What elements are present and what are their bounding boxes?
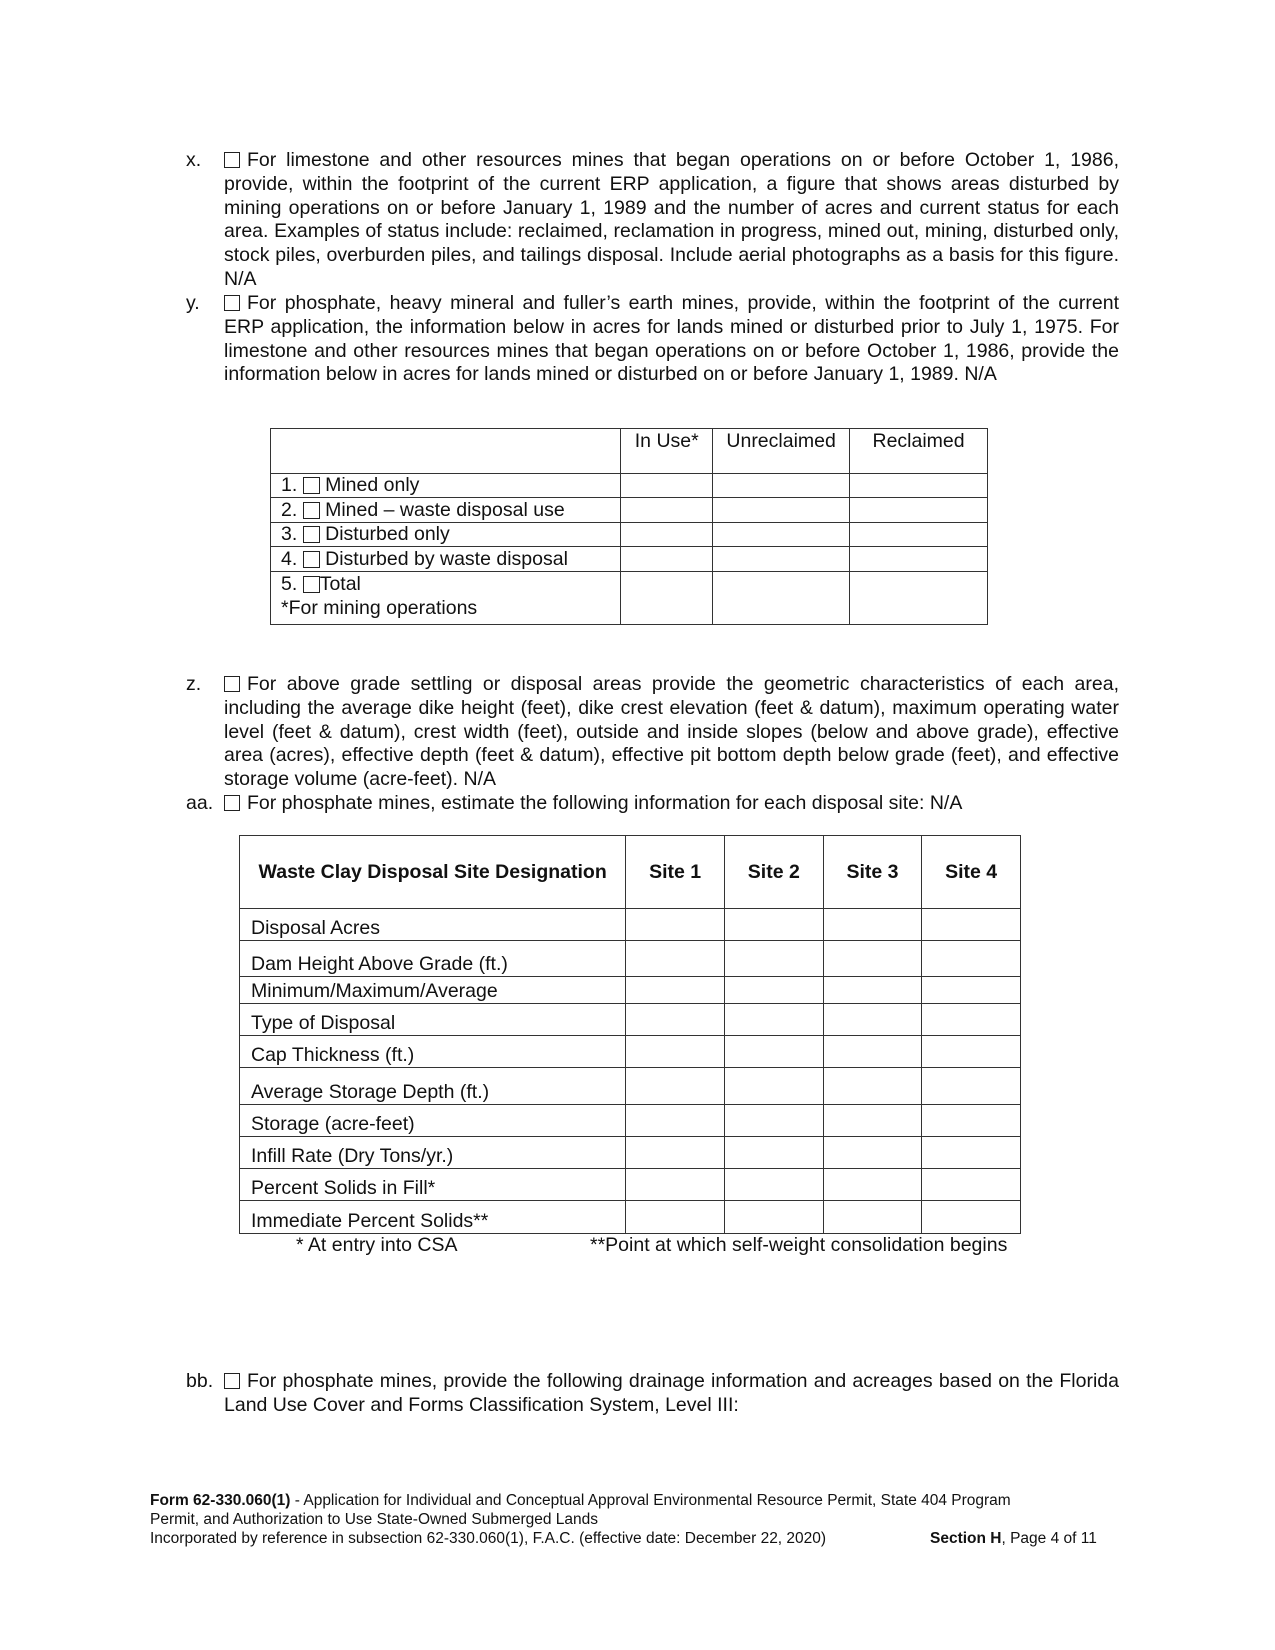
input-cell[interactable] xyxy=(621,547,713,572)
table-y-header-in-use: In Use* xyxy=(621,429,713,474)
table-aa-row-label: Disposal Acres xyxy=(240,909,626,941)
input-cell[interactable] xyxy=(922,1004,1021,1036)
input-cell[interactable] xyxy=(823,1201,922,1234)
table-row xyxy=(271,523,988,547)
table-row xyxy=(271,547,988,572)
input-cell[interactable] xyxy=(724,977,823,1004)
input-cell[interactable] xyxy=(724,1201,823,1234)
input-cell[interactable] xyxy=(626,1201,725,1234)
table-row xyxy=(240,1169,1021,1201)
input-cell[interactable] xyxy=(621,498,713,523)
input-cell[interactable] xyxy=(850,523,988,547)
table-aa-row-label: Type of Disposal xyxy=(240,1004,626,1036)
item-z xyxy=(224,673,1119,792)
input-cell[interactable] xyxy=(626,941,725,977)
input-cell[interactable] xyxy=(724,1105,823,1137)
input-cell[interactable] xyxy=(621,474,713,498)
item-y-text: For phosphate, heavy mineral and fuller’s earth mines, provide, within the footprint of the current ERP application, the information below in acres for lands mined or disturbed prior to July 1, 1975. For limestone and other resources mines that began operations on or before October 1, 1986, provide the information below in acres for lands mined or disturbed on or before January 1, 1989. N/A xyxy=(224,292,1119,386)
input-cell[interactable] xyxy=(850,474,988,498)
table-aa-header-site-3: Site 3 xyxy=(823,836,922,909)
row-number: 3. xyxy=(281,523,298,545)
input-cell[interactable] xyxy=(626,1169,725,1201)
section-label: Section H xyxy=(930,1530,1002,1547)
input-cell[interactable] xyxy=(823,1036,922,1068)
table-y-header-reclaimed: Reclaimed xyxy=(850,429,988,474)
row-label: Total xyxy=(319,573,361,595)
row-label: Disturbed by waste disposal xyxy=(325,547,568,570)
input-cell[interactable] xyxy=(713,523,850,547)
table-y-row-label xyxy=(271,474,621,498)
table-row xyxy=(240,1068,1021,1105)
table-y-header-unreclaimed: Unreclaimed xyxy=(713,429,850,474)
table-row xyxy=(240,1004,1021,1036)
table-aa-row-label: Dam Height Above Grade (ft.) xyxy=(240,941,626,977)
table-aa-row-label: Immediate Percent Solids** xyxy=(240,1201,626,1234)
item-x xyxy=(224,149,1119,292)
footer-line-2: Permit, and Authorization to Use State-Owned Submerged Lands xyxy=(150,1511,599,1528)
input-cell[interactable] xyxy=(922,909,1021,941)
table-aa-row-label: Average Storage Depth (ft.) xyxy=(240,1068,626,1105)
table-aa-note-right: **Point at which self-weight consolidation begins xyxy=(590,1234,1008,1256)
table-y-row-label xyxy=(271,572,621,625)
table-row xyxy=(271,474,988,498)
table-y-footnote: *For mining operations xyxy=(281,597,478,619)
input-cell[interactable] xyxy=(823,1169,922,1201)
input-cell[interactable] xyxy=(626,1105,725,1137)
item-z-marker: z. xyxy=(186,673,202,695)
input-cell[interactable] xyxy=(850,547,988,572)
input-cell[interactable] xyxy=(626,1036,725,1068)
input-cell[interactable] xyxy=(626,1004,725,1036)
input-cell[interactable] xyxy=(922,1169,1021,1201)
page-label: , Page 4 of 11 xyxy=(1001,1530,1097,1547)
page-number xyxy=(930,1529,1097,1548)
input-cell[interactable] xyxy=(713,498,850,523)
input-cell[interactable] xyxy=(922,1201,1021,1234)
input-cell[interactable] xyxy=(823,941,922,977)
input-cell[interactable] xyxy=(823,1137,922,1169)
form-number: Form 62-330.060(1) xyxy=(150,1492,291,1509)
input-cell[interactable] xyxy=(621,523,713,547)
table-aa-header-site-2: Site 2 xyxy=(724,836,823,909)
input-cell[interactable] xyxy=(713,547,850,572)
input-cell[interactable] xyxy=(724,941,823,977)
input-cell[interactable] xyxy=(724,1004,823,1036)
input-cell[interactable] xyxy=(850,498,988,523)
item-aa-text: For phosphate mines, estimate the following information for each disposal site: N/A xyxy=(247,792,963,814)
table-row xyxy=(240,1201,1021,1234)
item-y-checkbox[interactable] xyxy=(224,295,240,311)
input-cell[interactable] xyxy=(922,1068,1021,1105)
input-cell[interactable] xyxy=(724,1169,823,1201)
item-x-text: For limestone and other resources mines that began operations on or before October 1, 1986, provide, within the footprint of the current ERP application, a figure that shows areas disturbed by mining operations on or before January 1, 1989 and the number of acres and current status for each area. Examples of status include: reclaimed, reclamation in progress, mined out, mining, disturbed only, stock piles, overburden piles, and tailings disposal. Include aerial photographs as a basis for this figure. N/A xyxy=(224,149,1119,290)
row-checkbox[interactable] xyxy=(303,477,320,494)
item-bb-checkbox[interactable] xyxy=(224,1373,240,1389)
input-cell[interactable] xyxy=(823,977,922,1004)
row-label: Mined – waste disposal use xyxy=(325,498,565,521)
table-aa-header-site-1: Site 1 xyxy=(626,836,725,909)
item-aa-checkbox[interactable] xyxy=(224,795,240,811)
table-aa-row-label: Cap Thickness (ft.) xyxy=(240,1036,626,1068)
table-row xyxy=(240,1036,1021,1068)
input-cell[interactable] xyxy=(626,1068,725,1105)
table-aa-row-label: Storage (acre-feet) xyxy=(240,1105,626,1137)
item-x-marker: x. xyxy=(186,149,202,171)
item-z-checkbox[interactable] xyxy=(224,676,240,692)
input-cell[interactable] xyxy=(626,1137,725,1169)
mined-lands-table xyxy=(270,428,988,625)
table-aa-header-site-4: Site 4 xyxy=(922,836,1021,909)
table-row xyxy=(240,1105,1021,1137)
input-cell[interactable] xyxy=(823,1105,922,1137)
input-cell[interactable] xyxy=(724,1068,823,1105)
footer-line-3: Incorporated by reference in subsection 62-330.060(1), F.A.C. (effective date: December 22, 2020) xyxy=(150,1530,827,1547)
input-cell[interactable] xyxy=(850,572,988,625)
row-checkbox[interactable] xyxy=(303,502,320,519)
input-cell[interactable] xyxy=(922,1137,1021,1169)
table-aa-note-left: * At entry into CSA xyxy=(296,1234,458,1256)
form-title: - Application for Individual and Conceptual Approval Environmental Resource Permit, State 404 Program xyxy=(290,1492,1011,1509)
table-row xyxy=(271,572,988,625)
input-cell[interactable] xyxy=(626,977,725,1004)
input-cell[interactable] xyxy=(823,1068,922,1105)
item-bb xyxy=(224,1370,1119,1418)
row-checkbox[interactable] xyxy=(303,526,320,543)
input-cell[interactable] xyxy=(922,941,1021,977)
input-cell[interactable] xyxy=(724,909,823,941)
row-number: 1. xyxy=(281,474,298,496)
item-aa-marker: aa. xyxy=(186,792,214,814)
input-cell[interactable] xyxy=(823,1004,922,1036)
input-cell[interactable] xyxy=(922,1105,1021,1137)
table-row xyxy=(240,941,1021,977)
input-cell[interactable] xyxy=(713,474,850,498)
waste-clay-disposal-table xyxy=(239,835,1021,1234)
input-cell[interactable] xyxy=(724,1137,823,1169)
table-y-corner xyxy=(271,429,621,474)
table-row xyxy=(240,977,1021,1004)
row-checkbox[interactable] xyxy=(303,576,320,593)
input-cell[interactable] xyxy=(621,572,713,625)
table-aa-row-label: Percent Solids in Fill* xyxy=(240,1169,626,1201)
row-label: Disturbed only xyxy=(325,523,450,545)
item-x-checkbox[interactable] xyxy=(224,152,240,168)
input-cell[interactable] xyxy=(922,1036,1021,1068)
row-number: 2. xyxy=(281,498,298,521)
row-checkbox[interactable] xyxy=(303,551,320,568)
item-y-marker: y. xyxy=(186,292,200,314)
table-row xyxy=(240,1137,1021,1169)
table-aa-header-label: Waste Clay Disposal Site Designation xyxy=(240,836,626,909)
row-number: 5. xyxy=(281,573,298,595)
input-cell[interactable] xyxy=(713,572,850,625)
input-cell[interactable] xyxy=(823,909,922,941)
item-bb-marker: bb. xyxy=(186,1370,214,1392)
table-y-row-label xyxy=(271,498,621,523)
table-y-row-label xyxy=(271,547,621,572)
input-cell[interactable] xyxy=(724,1036,823,1068)
item-bb-text: For phosphate mines, provide the following drainage information and acreages based on the Florida Land Use Cover and Forms Classification System, Level III: xyxy=(224,1370,1119,1416)
input-cell[interactable] xyxy=(626,909,725,941)
input-cell[interactable] xyxy=(922,977,1021,1004)
footer-line-1 xyxy=(150,1491,1011,1510)
table-row xyxy=(240,909,1021,941)
table-y-row-label xyxy=(271,523,621,547)
item-z-text: For above grade settling or disposal areas provide the geometric characteristics of each area, including the average dike height (feet), dike crest elevation (feet & datum), maximum operating water level (feet & datum), crest width (feet), outside and inside slopes (below and above grade), effective area (acres), effective depth (feet & datum), effective pit bottom depth below grade (feet), and effective storage volume (acre-feet). N/A xyxy=(224,673,1119,791)
item-y xyxy=(224,292,1119,387)
table-aa-row-label: Minimum/Maximum/Average xyxy=(240,977,626,1004)
row-label: Mined only xyxy=(325,474,420,496)
item-aa xyxy=(224,792,1119,816)
row-number: 4. xyxy=(281,547,298,570)
table-aa-row-label: Infill Rate (Dry Tons/yr.) xyxy=(240,1137,626,1169)
table-row xyxy=(271,498,988,523)
